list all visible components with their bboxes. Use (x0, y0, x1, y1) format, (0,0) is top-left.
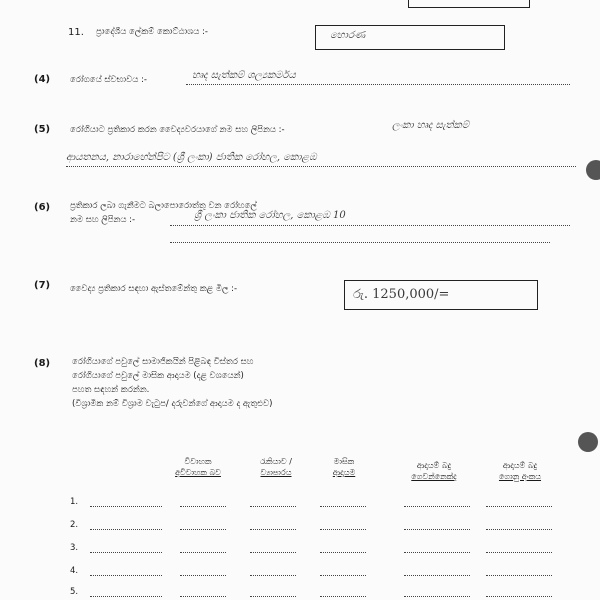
item-11-label: ප්‍රාදේශීය ලේකම් කොට්ඨාශය :- (96, 27, 208, 37)
row-cell (180, 542, 226, 553)
item-8-line-3: පහත සඳහන් කරන්න. (72, 385, 150, 395)
row-number: 5. (70, 587, 79, 597)
col-header-marital-l1: විවාහක (184, 457, 212, 466)
row-cell (250, 496, 296, 507)
row-cell (250, 542, 296, 553)
row-cell (404, 496, 470, 507)
col-header-job-l2: ව්‍යාපාරය (260, 468, 292, 477)
row-cell (320, 519, 366, 530)
item-8-number: (8) (34, 358, 51, 369)
item-6-value: ශ්‍රී ලංකා ජාතික රෝහල, කොළඹ 10 (194, 210, 346, 221)
row-number: 1. (70, 497, 79, 507)
col-header-taxpayer (396, 460, 472, 482)
row-cell (486, 496, 552, 507)
row-cell (250, 586, 296, 597)
col-header-taxfile-l1: ආදායම් බදු (502, 461, 538, 470)
item-6-line1 (170, 225, 570, 226)
item-4-number: (4) (34, 74, 51, 85)
item-5-label: රෝගියාට ප්‍රතිකාර කරන වෛද්‍යවරයාගේ නම සහ ලිපිනය :- (70, 125, 285, 135)
table-row (70, 519, 570, 533)
row-cell (180, 496, 226, 507)
col-header-income-l1: මාසික (333, 457, 355, 466)
col-header-taxpayer-l1: ආදායම් බදු (416, 461, 452, 470)
item-5-value-line2: ආයතනය, නාරාහේන්පිට (ශ්‍රී ලංකා) ජාතික රෝහල, කොළඹ (66, 152, 317, 163)
item-6-label-line2: නම සහ ලිපිනය :- (70, 215, 136, 225)
row-cell (250, 565, 296, 576)
row-cell (320, 542, 366, 553)
top-box-fragment (408, 0, 530, 8)
item-11-number: 11. (68, 27, 84, 38)
col-header-taxpayer-l2: ගෙවන්නෙක්ද (411, 472, 457, 481)
row-cell (90, 519, 162, 530)
item-6-line2 (170, 242, 550, 243)
row-cell (180, 565, 226, 576)
item-11-box (315, 25, 505, 50)
col-header-job (244, 456, 308, 478)
row-cell (320, 496, 366, 507)
row-cell (404, 542, 470, 553)
row-number: 4. (70, 566, 79, 576)
row-cell (180, 586, 226, 597)
item-5-value-line1: ලංකා හෘද සැත්කම් (392, 120, 469, 131)
row-cell (486, 565, 552, 576)
row-cell (404, 565, 470, 576)
col-header-income-l2: ආදායම (332, 468, 356, 477)
row-cell (90, 542, 162, 553)
col-header-marital-l2: අවිවාහක බව (175, 468, 221, 477)
item-6-label-line1: ප්‍රතිකාර ලබා ගැනීමට බලාපොරොත්තු වන රෝහලේ (70, 201, 257, 211)
col-header-marital (166, 456, 230, 478)
binder-hole-top (586, 160, 600, 180)
row-number: 3. (70, 543, 79, 553)
item-8-line-4: (විශ්‍රාමික නම් විශ්‍රාම වැටුප/ දරුවන්ගේ ආදායම ද ඇතුළුව) (72, 399, 273, 409)
item-4-value: හෘද සැත්කම් ශල්‍යකර්මය (192, 70, 296, 81)
item-5-number: (5) (34, 124, 51, 135)
item-7-number: (7) (34, 280, 51, 291)
item-7-label: වෛද්‍ය ප්‍රතිකාර සඳහා ඇස්තමේන්තු කළ මිල :- (70, 284, 238, 294)
binder-hole-bottom (578, 432, 598, 452)
table-row (70, 496, 570, 510)
table-row (70, 586, 570, 600)
item-7-box (344, 280, 538, 310)
col-header-taxfile (482, 460, 558, 482)
row-cell (486, 586, 552, 597)
row-cell (404, 586, 470, 597)
row-cell (486, 542, 552, 553)
col-header-taxfile-l2: ගොනු අංකය (498, 472, 542, 481)
row-cell (250, 519, 296, 530)
row-cell (320, 565, 366, 576)
row-number: 2. (70, 520, 79, 530)
row-cell (404, 519, 470, 530)
row-cell (90, 565, 162, 576)
col-header-job-l1: රැකියාව / (260, 457, 292, 466)
item-8-line-2: රෝගියාගේ පවුලේ මාසික ආදායම (දළ වශයෙන්) (72, 371, 244, 381)
item-7-value: රු. 1250,000/= (353, 287, 450, 302)
item-4-line (186, 84, 570, 85)
table-row (70, 542, 570, 556)
row-cell (320, 586, 366, 597)
row-cell (90, 496, 162, 507)
item-11-value: හොරණ (330, 30, 366, 41)
col-header-income (314, 456, 374, 478)
item-6-number: (6) (34, 202, 51, 213)
item-8-line-1: රෝගියාගේ පවුලේ සාමාජිකයින් පිළිබඳ විස්තර සහ (72, 357, 254, 367)
row-cell (90, 586, 162, 597)
item-5-line (66, 166, 576, 167)
row-cell (180, 519, 226, 530)
item-4-label: රෝගයේ ස්වභාවය :- (70, 75, 147, 85)
row-cell (486, 519, 552, 530)
table-row (70, 565, 570, 579)
